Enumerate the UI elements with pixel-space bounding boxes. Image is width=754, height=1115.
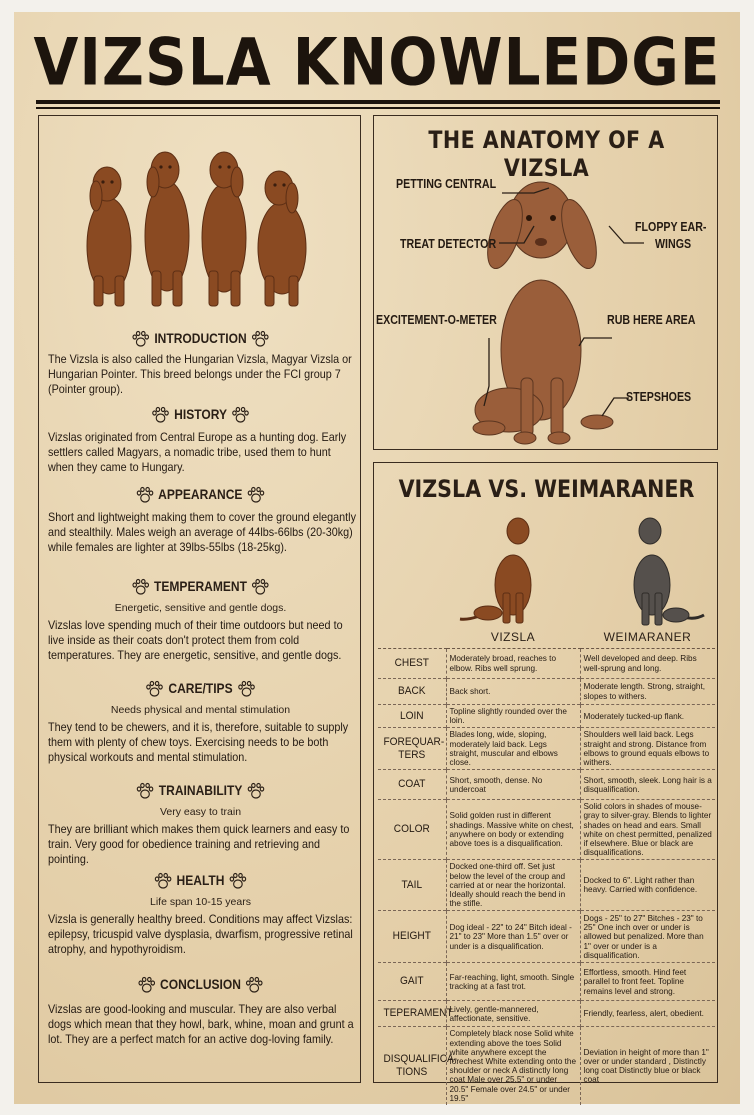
trait-cell: DISQUALIFICA-TIONS <box>381 1027 444 1105</box>
health-text: Vizsla is generally healthy breed. Conditions may affect Vizslas: epilepsy, tricuspid valve dysplasia, dwarfism, progressive retinal atrophy, and hypothyroidism. <box>48 912 353 957</box>
trait-cell: FOREQUAR-TERS <box>381 728 444 770</box>
vizsla-cell: Topline slightly rounded over the loin. <box>446 705 580 728</box>
table-row <box>378 649 715 679</box>
table-row <box>378 705 715 728</box>
header-vizsla: VIZSLA <box>446 626 580 649</box>
paw-icon <box>230 406 251 424</box>
history-text: Vizslas originated from Central Europe as a hunting dog. Early settlers called Magyars, a nomadic tribe, used them to hunt when they came to Hungary. <box>48 430 347 475</box>
history-heading <box>62 406 340 424</box>
vizsla-cell: Solid golden rust in different shadings. Massive white on chest, anywhere on body or extending above toes is a disqualification. <box>446 800 580 860</box>
label-petting-central: PETTING CENTRAL <box>396 176 497 191</box>
knowledge-panel <box>38 115 361 1083</box>
weimaraner-cell: Moderately tucked-up flank. <box>580 705 715 728</box>
label-floppy-ear-wings-1: FLOPPY EAR- <box>635 219 707 234</box>
versus-panel <box>373 462 718 1103</box>
temperament-heading-label: TEMPERAMENT <box>154 578 247 594</box>
weimaraner-illustration <box>612 515 712 627</box>
paw-icon <box>136 976 157 994</box>
temperament-text: Vizslas love spending much of their time outdoors but need to live inside as their coats don't protect them from cold temperatures. They are energetic, sensitive, and gentle dogs. <box>48 618 343 663</box>
health-subtitle: Life span 10-15 years <box>150 896 251 908</box>
vizsla-cell: Lively, gentle-mannered, affectionate, sensitive. <box>446 1001 580 1027</box>
trait-cell: HEIGHT <box>381 911 444 963</box>
table-row <box>378 1001 715 1027</box>
paw-icon <box>150 406 171 424</box>
paw-icon <box>236 680 257 698</box>
table-header-row <box>378 626 715 649</box>
page-title: VIZSLA KNOWLEDGE <box>33 23 721 101</box>
title-rule-thick <box>36 100 720 104</box>
anatomy-title: THE ANATOMY OF A VIZSLA <box>428 126 665 182</box>
vizsla-cell: Dog ideal - 22" to 24" Bitch ideal - 21" to 23" More than 1.5" over or under is a disqualification. <box>446 911 580 963</box>
weimaraner-cell: Solid colors in shades of mouse-gray to silver-gray. Blends to lighter shades on head and ears. Small white on chest permitted, penalized if elsewhere. Blue or black are disqualifications. <box>580 800 715 860</box>
intro-text: The Vizsla is also called the Hungarian Vizsla, Magyar Vizsla or Hungarian Pointer. This breed belongs under the FCI group 7 (Pointer group). <box>48 352 352 397</box>
vizsla-illustration <box>458 513 558 625</box>
temperament-subtitle: Energetic, sensitive and gentle dogs. <box>114 602 287 614</box>
vizsla-cell: Completely black nose Solid white extending above the toes Solid white anywhere except the forechest White extending onto the shoulder or neck A distinctly long coat Male over 25.5" or under 20.5" Female over 24.5" or under 19.5" <box>446 1027 580 1105</box>
conclusion-heading-label: CONCLUSION <box>160 976 241 992</box>
label-rub-here-area: RUB HERE AREA <box>607 312 696 327</box>
appearance-heading-label: APPEARANCE <box>158 486 243 502</box>
paw-icon <box>244 976 265 994</box>
intro-heading-label: INTRODUCTION <box>154 330 247 346</box>
vizsla-cell: Short, smooth, dense. No undercoat <box>446 770 580 800</box>
table-row <box>378 1027 715 1105</box>
vizsla-cell: Blades long, wide, sloping, moderately laid back. Legs straight, muscular and elbows close. <box>446 728 580 770</box>
label-stepshoes: STEPSHOES <box>626 389 692 404</box>
anatomy-panel <box>373 115 718 450</box>
table-row <box>378 911 715 963</box>
conclusion-heading <box>62 976 340 994</box>
vizsla-cell: Far-reaching, light, smooth. Single tracking at a fast trot. <box>446 963 580 1001</box>
trainability-subtitle: Very easy to train <box>159 806 242 818</box>
comparison-table <box>378 626 715 1105</box>
trait-cell: COLOR <box>381 800 444 860</box>
paw-icon <box>130 330 151 348</box>
health-heading-label: HEALTH <box>176 872 225 888</box>
header-weimaraner: WEIMARANER <box>580 626 715 649</box>
table-row <box>378 770 715 800</box>
care-heading-label: CARE/TIPS <box>168 680 233 696</box>
weimaraner-cell: Dogs - 25" to 27" Bitches - 23" to 25" One inch over or under is allowed but penalized. More than 1" over or under is a disqualification. <box>580 911 715 963</box>
label-excitement-o-meter: EXCITEMENT-O-METER <box>376 312 497 327</box>
header-trait <box>378 626 446 649</box>
trait-cell: CHEST <box>381 649 444 679</box>
weimaraner-cell: Short, smooth, sleek. Long hair is a disqualification. <box>580 770 715 800</box>
vizsla-cell: Back short. <box>446 679 580 705</box>
table-row <box>378 963 715 1001</box>
care-heading <box>62 680 340 698</box>
intro-heading <box>62 330 340 348</box>
paw-icon <box>153 872 174 890</box>
paw-icon <box>135 782 156 800</box>
weimaraner-cell: Shoulders well laid back. Legs straight and strong. Distance from elbows to ground equals elbows to withers. <box>580 728 715 770</box>
appearance-text: Short and lightweight making them to cover the ground elegantly and stealthily. Males weigh an average of 44lbs-66lbs (20-30kg) while females are lighter at 39lbs-55lbs (18-25kg). <box>48 510 356 555</box>
weimaraner-cell: Moderate length. Strong, straight, slopes to withers. <box>580 679 715 705</box>
four-vizslas-illustration <box>79 136 319 308</box>
title-rule-thin <box>36 107 720 109</box>
trait-cell: TAIL <box>381 860 444 911</box>
table-row <box>378 860 715 911</box>
history-heading-label: HISTORY <box>174 406 227 422</box>
trait-cell: COAT <box>381 770 444 800</box>
label-treat-detector: TREAT DETECTOR <box>400 236 497 251</box>
trait-cell: LOIN <box>381 705 444 728</box>
weimaraner-cell: Deviation in height of more than 1" over or under standard , Distinctly long coat Distinctly blue or black coat <box>580 1027 715 1105</box>
trait-cell: TEPERAMENT <box>381 1001 444 1027</box>
paw-icon <box>250 330 271 348</box>
trait-cell: BACK <box>381 679 444 705</box>
paw-icon <box>228 872 249 890</box>
care-subtitle: Needs physical and mental stimulation <box>110 704 291 716</box>
paw-icon <box>246 782 267 800</box>
versus-title: VIZSLA VS. WEIMARANER <box>398 475 695 503</box>
trainability-heading-label: TRAINABILITY <box>158 782 243 798</box>
paw-icon <box>130 578 151 596</box>
label-floppy-ear-wings-2: WINGS <box>655 236 692 251</box>
table-row <box>378 679 715 705</box>
conclusion-text: Vizslas are good-looking and muscular. They are also verbal dogs which mean that they howl, bark, whine, moan and grunt a lot. They are a perfect match for an active dog-loving family. <box>48 1002 354 1047</box>
appearance-heading <box>62 486 340 504</box>
trait-cell: GAIT <box>381 963 444 1001</box>
paw-icon <box>250 578 271 596</box>
paw-icon <box>144 680 165 698</box>
weimaraner-cell: Docked to 6". Light rather than heavy. Carried with confidence. <box>580 860 715 911</box>
paw-icon <box>135 486 156 504</box>
trainability-heading <box>62 782 340 800</box>
health-heading <box>62 872 340 890</box>
table-row <box>378 800 715 860</box>
poster <box>14 12 740 1104</box>
trainability-text: They are brilliant which makes them quick learners and easy to train. Very good for obedience training and retrieving and pointing. <box>48 822 350 867</box>
weimaraner-cell: Well developed and deep. Ribs well-sprung and long. <box>580 649 715 679</box>
paw-icon <box>246 486 267 504</box>
weimaraner-cell: Effortless, smooth. Hind feet parallel to front feet. Topline remains level and strong. <box>580 963 715 1001</box>
temperament-heading <box>62 578 340 596</box>
weimaraner-cell: Friendly, fearless, alert, obedient. <box>580 1001 715 1027</box>
care-text: They tend to be chewers, and it is, therefore, suitable to supply them with plenty of chew toys. Exercising needs to be both physical workouts and mental stimulation. <box>48 720 349 765</box>
vizsla-cell: Docked one-third off. Set just below the level of the croup and carried at or near the horizontal. Ideally should reach the bend in the stifle. <box>446 860 580 911</box>
vizsla-cell: Moderately broad, reaches to elbow. Ribs well sprung. <box>446 649 580 679</box>
table-row <box>378 728 715 770</box>
